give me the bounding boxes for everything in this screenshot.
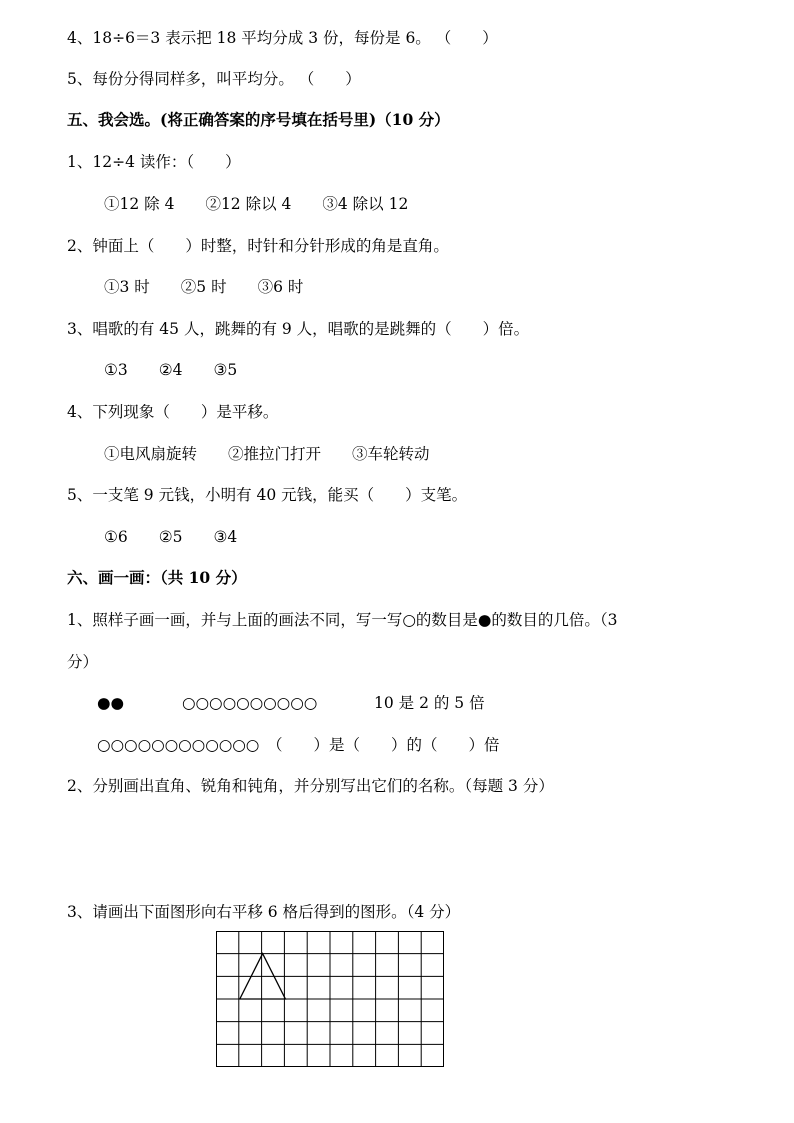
draw-question-3: 3、请画出下面图形向右平移 6 格后得到的图形。（4 分） [67, 903, 461, 921]
choice-question-2-options: ①3 时 ②5 时 ③6 时 [104, 278, 304, 296]
choice-question-3-options: ①3 ②4 ③5 [104, 361, 238, 379]
judge-question-5: 5、每份分得同样多，叫平均分。 （ ） [67, 70, 361, 88]
choice-question-5-options: ①6 ②5 ③4 [104, 528, 238, 546]
choice-question-5: 5、一支笔 9 元钱，小明有 40 元钱，能买（ ）支笔。 [67, 486, 468, 504]
choice-question-3: 3、唱歌的有 45 人，跳舞的有 9 人，唱歌的是跳舞的（ ）倍。 [67, 320, 530, 338]
draw-question-1-task: ○○○○○○○○○○○○ （ ）是（ ）的（ ）倍 [97, 736, 500, 754]
example-answer-text: 10 是 2 的 5 倍 [374, 694, 485, 712]
draw-question-2: 2、分别画出直角、锐角和钝角，并分别写出它们的名称。（每题 3 分） [67, 777, 554, 795]
section-6-title: 六、画一画：（共 10 分） [67, 568, 247, 587]
draw-question-1-line-1: 1、照样子画一画，并与上面的画法不同，写一写○的数目是●的数目的几倍。（3 [67, 611, 618, 629]
example-hollow-circles: ○○○○○○○○○○ [182, 694, 318, 712]
draw-question-1-line-2: 分） [67, 653, 99, 671]
section-5-title: 五、我会选。(将正确答案的序号填在括号里)（10 分） [67, 110, 450, 129]
choice-question-1: 1、12÷4 读作：（ ） [67, 153, 241, 171]
choice-question-4-options: ①电风扇旋转 ②推拉门打开 ③车轮转动 [104, 445, 430, 463]
choice-question-1-options: ①12 除 4 ②12 除以 4 ③4 除以 12 [104, 195, 409, 213]
translation-grid [216, 931, 444, 1067]
choice-question-2: 2、钟面上（ ）时整，时针和分针形成的角是直角。 [67, 237, 449, 255]
example-filled-dots: ●● [97, 694, 125, 712]
choice-question-4: 4、下列现象（ ）是平移。 [67, 403, 279, 421]
judge-question-4: 4、18÷6＝3 表示把 18 平均分成 3 份，每份是 6。 （ ） [67, 29, 498, 47]
